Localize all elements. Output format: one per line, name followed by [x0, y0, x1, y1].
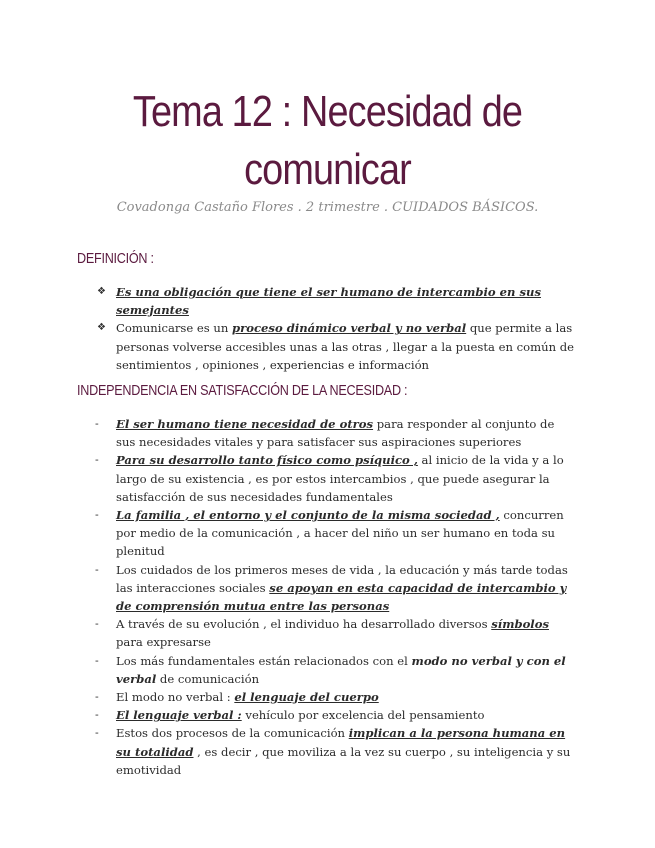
- list-item: [0, 415, 576, 451]
- list-item: [0, 451, 576, 506]
- document-subtitle: Covadonga Castaño Flores . 2 trimestre . CUIDADOS BÁSICOS.: [116, 200, 539, 215]
- item-emphasis: proceso dinámico verbal y no verbal: [232, 321, 467, 336]
- list-item: [0, 688, 576, 706]
- title-line-1: Tema 12 : Necesidad de: [132, 87, 523, 136]
- dash-bullet-icon: -: [95, 726, 99, 740]
- dash-bullet-icon: -: [95, 708, 99, 722]
- list-item: [0, 561, 576, 616]
- definicion-list: [0, 283, 576, 374]
- dash-bullet-icon: -: [95, 562, 99, 576]
- dash-bullet-icon: -: [95, 617, 99, 631]
- list-item: [0, 615, 576, 651]
- diamond-bullet-icon: ❖: [97, 322, 106, 334]
- item-emphasis: implican a la persona humana en su totalidad: [116, 726, 566, 759]
- item-emphasis: se apoyan en esta capacidad de intercambio y de comprensión mutua entre las personas: [116, 580, 567, 614]
- list-item: [0, 724, 576, 779]
- item-emphasis: Es una obligación que tiene el ser humano de intercambio en sus semejantes: [116, 285, 542, 318]
- item-text: de comunicación: [156, 671, 260, 686]
- title-line-2: comunicar: [244, 145, 411, 194]
- item-text: Comunicarse es un: [116, 321, 233, 336]
- item-text: , es decir , que moviliza a la vez su cuerpo , su inteligencia y su emotividad: [116, 744, 571, 777]
- item-text: para expresarse: [116, 635, 211, 650]
- list-item: [0, 319, 576, 374]
- item-emphasis: El lenguaje verbal :: [116, 708, 242, 723]
- item-text: que permite a las personas volverse accesibles unas a las otras , llegar a la puesta en común de sentimientos , opiniones , experiencias e información: [116, 321, 575, 372]
- dash-bullet-icon: -: [95, 417, 99, 430]
- list-item: [0, 652, 576, 688]
- item-emphasis: El ser humano tiene necesidad de otros: [116, 417, 374, 431]
- item-emphasis: La familia , el entorno y el conjunto de la misma sociedad ,: [116, 508, 500, 523]
- item-emphasis: Para su desarrollo tanto físico como psíquico ,: [116, 453, 418, 468]
- list-item: [0, 506, 576, 561]
- dash-bullet-icon: -: [95, 690, 99, 704]
- item-emphasis: el lenguaje del cuerpo: [234, 690, 379, 705]
- document-title: [46, 83, 609, 199]
- item-text: Estos dos procesos de la comunicación: [116, 726, 349, 741]
- item-text: A través de su evolución , el individuo ha desarrollado diversos: [116, 617, 492, 632]
- section-heading-independencia: INDEPENDENCIA EN SATISFACCIÓN DE LA NECESIDAD :: [77, 382, 408, 399]
- diamond-bullet-icon: ❖: [97, 286, 106, 297]
- item-text: al inicio de la vida y a lo largo de su existencia , es por estos intercambios , que puede asegurar la satisfacción de sus necesidades fundamentales: [116, 453, 564, 504]
- item-text: vehículo por excelencia del pensamiento: [241, 708, 485, 723]
- item-text: Los cuidados de los primeros meses de vida , la educación y más tarde todas las interacciones sociales: [116, 562, 568, 595]
- independencia-list: [0, 415, 576, 779]
- item-text: Los más fundamentales están relacionados con el: [116, 653, 412, 668]
- item-emphasis: modo no verbal y con el verbal: [116, 653, 566, 686]
- item-emphasis: símbolos: [491, 617, 549, 632]
- list-item: [0, 706, 576, 724]
- section-heading-definicion: DEFINICIÓN :: [77, 250, 154, 267]
- dash-bullet-icon: -: [95, 453, 99, 467]
- item-text: El modo no verbal :: [116, 690, 235, 705]
- item-text: concurren por medio de la comunicación , a hacer del niño un ser humano en toda su plenitud: [116, 508, 564, 559]
- list-item: [0, 283, 576, 319]
- dash-bullet-icon: -: [95, 508, 99, 522]
- item-text: para responder al conjunto de sus necesidades vitales y para satisfacer sus aspiraciones superiores: [116, 417, 555, 450]
- dash-bullet-icon: -: [95, 653, 99, 667]
